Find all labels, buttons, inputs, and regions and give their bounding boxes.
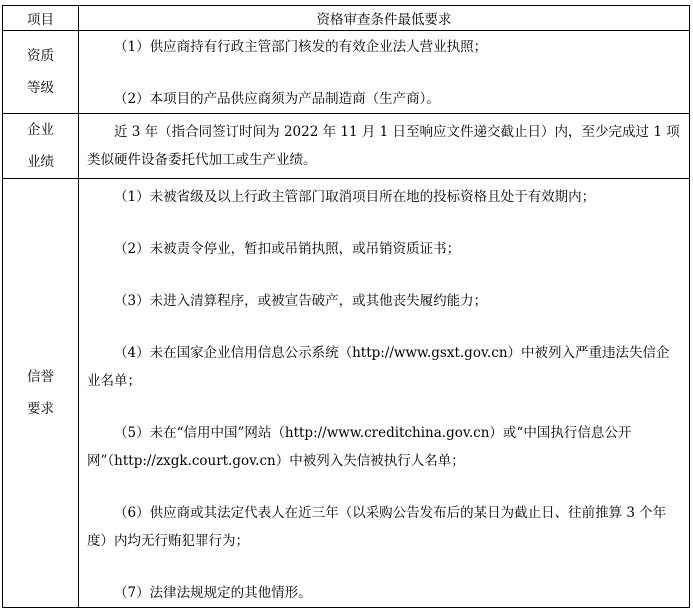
row-content xyxy=(79,114,690,179)
row-label-line: 企业 xyxy=(27,122,54,138)
requirement-paragraph: （7）法律法规规定的其他情形。 xyxy=(114,585,312,601)
requirement-paragraph: 近 3 年（指合同签订时间为 2022 年 11 月 1 日至响应文件递交截止日）内，至少完成过 1 项类似硬件设备委托代加工或生产业绩。 xyxy=(87,124,680,168)
row-label-line: 信誉 xyxy=(27,369,54,385)
requirement-paragraph: （2）未被责令停业，暂扣或吊销执照，或吊销资质证书； xyxy=(114,241,461,257)
table-row-performance xyxy=(3,114,690,179)
requirement-paragraph: （5）未在“信用中国”网站（http://www.creditchina.gov.cn）或“中国执行信息公开网”（http://zxgk.court.gov.cn）中被列入失信被执行人名单； xyxy=(87,425,632,469)
qualification-requirements-table xyxy=(2,5,690,608)
requirement-paragraph: （1）供应商持有行政主管部门核发的有效企业法人营业执照； xyxy=(114,39,488,55)
table-row-credit xyxy=(3,179,690,608)
row-label xyxy=(3,114,79,179)
row-content xyxy=(79,31,690,114)
row-label-line: 业绩 xyxy=(27,154,54,170)
row-label xyxy=(3,179,79,608)
requirement-paragraph: （1）未被省级及以上行政主管部门取消项目所在地的投标资格且处于有效期内； xyxy=(114,189,596,205)
row-label-line: 要求 xyxy=(27,401,54,417)
table-row-qualification-level xyxy=(3,31,690,114)
header-requirements: 资格审查条件最低要求 xyxy=(79,6,690,31)
requirement-paragraph: （3）未进入清算程序，或被宣告破产，或其他丧失履约能力； xyxy=(114,293,488,309)
requirement-paragraph: （4）未在国家企业信用信息公示系统（http://www.gsxt.gov.cn）中被列入严重违法失信企业名单； xyxy=(87,345,670,389)
table-header-row xyxy=(3,6,690,31)
requirement-paragraph: （6）供应商或其法定代表人在近三年（以采购公告发布后的某日为截止日、往前推算 3 个年度）内均无行贿犯罪行为； xyxy=(87,505,667,549)
row-label-line: 等级 xyxy=(27,80,54,96)
header-item: 项目 xyxy=(3,6,79,31)
row-label-line: 资质 xyxy=(27,48,54,64)
requirement-paragraph: （2）本项目的产品供应商须为产品制造商（生产商）。 xyxy=(114,91,440,107)
row-label xyxy=(3,31,79,114)
row-content xyxy=(79,179,690,608)
